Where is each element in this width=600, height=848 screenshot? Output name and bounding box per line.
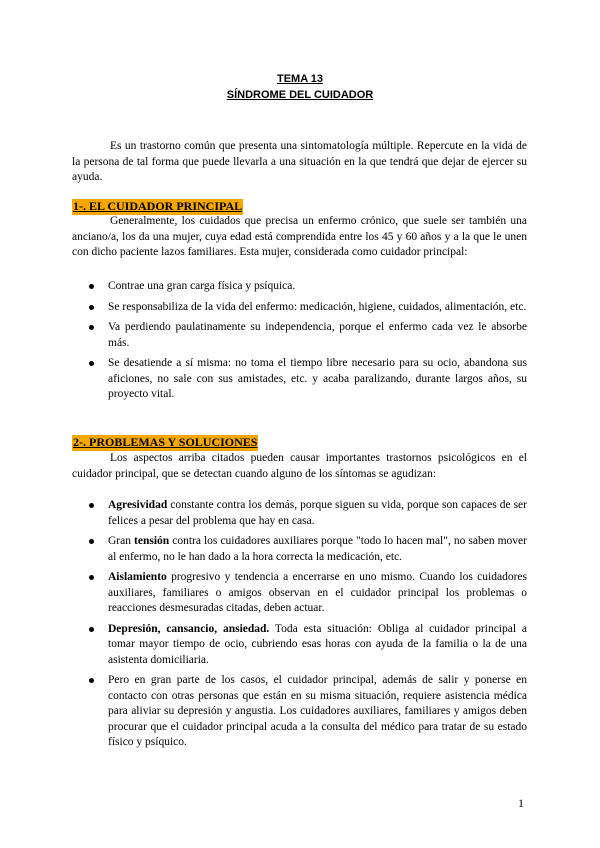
intro-paragraph: Es un trastorno común que presenta una sintomatología múltiple. Repercute en la vida de la persona de tal forma que puede llevarla a una situación en la que tendrá que dejar de ejercer su ayuda. (72, 140, 527, 183)
bullet-icon (89, 575, 94, 580)
section-1-paragraph: Generalmente, los cuidados que precisa un enfermo crónico, que suele ser también una anciano/a, los da una mujer, cuya edad está comprendida entre los 45 y 60 años y a la que le unen con dicho paciente lazos familiares. Esta mujer, considerada como cuidador principal: (72, 215, 527, 258)
list-item: Depresión, cansancio, ansiedad. Toda esta situación: Obliga al cuidador principal a tomar mayor tiempo de ocio, cubriendo esas horas con ayuda de la familia o la de una asistenta domiciliaria. (72, 622, 527, 669)
section-2-heading: 2-. PROBLEMAS Y SOLUCIONES (73, 435, 258, 449)
list-item: Se desatiende a sí misma: no toma el tiempo libre necesario para su ocio, abandona sus aficiones, no sale con sus amistades, etc. y acaba paralizando, durante largos años, su proyecto vital. (72, 356, 527, 403)
bullet-icon (89, 627, 94, 632)
bullet-icon (89, 361, 94, 366)
bullet-icon (89, 305, 94, 310)
list-item: Va perdiendo paulatinamente su independencia, porque el enfermo cada vez le absorbe más. (72, 320, 527, 351)
list-item: Aislamiento progresivo y tendencia a encerrarse en uno mismo. Cuando los cuidadores auxiliares, familiares o amigos observan en el cuidador principal los problemas o reacciones desmesuradas citadas, deben actuar. (72, 570, 527, 617)
list-item: Agresividad constante contra los demás, porque siguen su vida, porque son capaces de ser felices a pesar del problema que hay en casa. (72, 498, 527, 529)
page-number: 1 (518, 796, 524, 810)
section-1-list (72, 279, 527, 408)
section-1-heading: 1-. EL CUIDADOR PRINCIPAL (73, 199, 243, 213)
bullet-icon (89, 678, 94, 683)
document-title: SÍNDROME DEL CUIDADOR (226, 89, 374, 101)
list-item: Contrae una gran carga física y psíquica. (72, 279, 527, 295)
bullet-icon (89, 503, 94, 508)
list-item: Gran tensión contra los cuidadores auxiliares porque "todo lo hacen mal", no saben mover al enfermo, no le han dado a la hora correcta la medicación, etc. (72, 534, 527, 565)
bullet-icon (89, 284, 94, 289)
list-item: Se responsabiliza de la vida del enfermo: medicación, higiene, cuidados, alimentación, etc. (72, 300, 527, 316)
bullet-icon (89, 325, 94, 330)
section-2-paragraph: Los aspectos arriba citados pueden causar importantes trastornos psicológicos en el cuidador principal, que se detectan cuando alguno de los síntomas se agudizan: (72, 452, 527, 480)
topic-number: TEMA 13 (276, 73, 324, 85)
section-2-list (72, 498, 527, 756)
bullet-icon (89, 539, 94, 544)
list-item: Pero en gran parte de los casos, el cuidador principal, además de salir y ponerse en contacto con otras personas que están en su misma situación, requiere asistencia médica para aliviar su depresión y angustia. Los cuidadores auxiliares, familiares y amigos deben procurar que el cuidador principal acuda a la consulta del médico para tratar de su estado físico y psíquico. (72, 673, 527, 751)
